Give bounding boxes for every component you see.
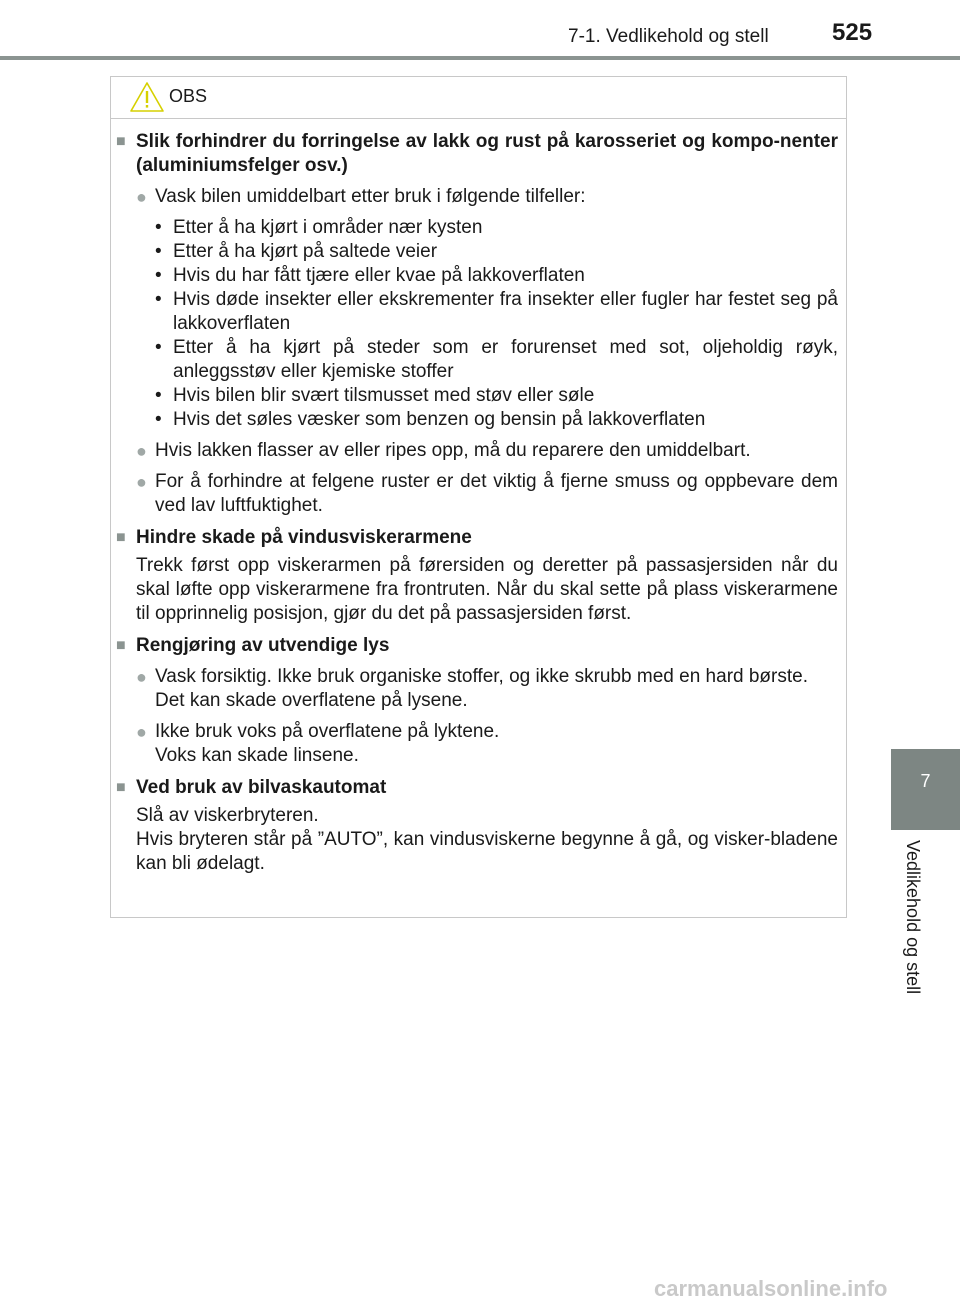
- section-title: 7-1. Vedlikehold og stell: [568, 26, 769, 47]
- square-icon: ■: [116, 133, 126, 150]
- list-item: ● Vask bilen umiddelbart etter bruk i følgende tilfeller:: [136, 186, 586, 207]
- section-heading: ■ Hindre skade på vindusviskerarmene: [116, 527, 472, 548]
- notice-header: [111, 77, 846, 119]
- chapter-label: Vedlikehold og stell: [903, 840, 923, 995]
- list-item: ● Vask forsiktig. Ikke bruk organiske stoffer, og ikke skrubb med en hard børste. Det kan skade overflatene på lysene.: [136, 666, 808, 711]
- notice-body: [111, 130, 846, 876]
- header-rule: [0, 56, 960, 60]
- sub-list: [116, 216, 838, 432]
- page-number: 525: [832, 19, 873, 46]
- warning-triangle-icon: [129, 81, 165, 113]
- sub-list-item: • Hvis du har fått tjære eller kvae på lakkoverflaten: [155, 265, 585, 286]
- square-icon: ■: [116, 637, 126, 654]
- sub-list-item: • Etter å ha kjørt i områder nær kysten: [155, 217, 483, 238]
- list-item: ● Hvis lakken flasser av eller ripes opp, må du reparere den umiddelbart.: [136, 440, 751, 461]
- chapter-number: 7: [920, 771, 931, 791]
- circle-icon: ●: [136, 667, 147, 687]
- chapter-tab: [891, 749, 960, 830]
- circle-icon: ●: [136, 187, 147, 207]
- sub-list-item: • Hvis døde insekter eller ekskrementer fra insekter eller fugler har festet seg på lakkoverflaten: [155, 289, 838, 334]
- sub-list-item: • Etter å ha kjørt på steder som er forurenset med sot, oljeholdig røyk, anleggsstøv eller kjemiske stoffer: [155, 337, 838, 382]
- square-icon: ■: [116, 779, 126, 796]
- circle-icon: ●: [136, 472, 147, 492]
- section-heading: ■ Slik forhindrer du forringelse av lakk og rust på karosseriet og kompo-nenter (aluminiumsfelger osv.): [116, 131, 838, 176]
- obs-notice-box: [110, 76, 847, 918]
- list-item: ● For å forhindre at felgene ruster er det viktig å fjerne smuss og oppbevare dem ved lav luftfuktighet.: [136, 471, 838, 516]
- notice-label: OBS: [169, 86, 208, 106]
- circle-icon: ●: [136, 722, 147, 742]
- circle-icon: ●: [136, 441, 147, 461]
- paragraph: Slå av viskerbryteren. Hvis bryteren står på ”AUTO”, kan vindusviskerne begynne å gå, og visker-bladene kan bli ødelagt.: [136, 805, 838, 874]
- sub-list-item: • Etter å ha kjørt på saltede veier: [155, 241, 438, 262]
- section-heading: ■ Rengjøring av utvendige lys: [116, 635, 390, 656]
- section-heading: ■ Ved bruk av bilvaskautomat: [116, 777, 387, 798]
- list-item: ● Ikke bruk voks på overflatene på lyktene. Voks kan skade linsene.: [136, 721, 500, 766]
- square-icon: ■: [116, 529, 126, 546]
- watermark: carmanualsonline.info: [654, 1276, 888, 1301]
- sub-list-item: • Hvis bilen blir svært tilsmusset med støv eller søle: [155, 385, 595, 406]
- paragraph: Trekk først opp viskerarmen på førersiden og deretter på passasjersiden når du skal løfte opp viskerarmene fra frontruten. Når du skal sette på plass viskerarmene til opprinnelig posisjon, gjør du det på passasjersiden først.: [136, 555, 838, 624]
- sub-list-item: • Hvis det søles væsker som benzen og bensin på lakkoverflaten: [155, 409, 706, 430]
